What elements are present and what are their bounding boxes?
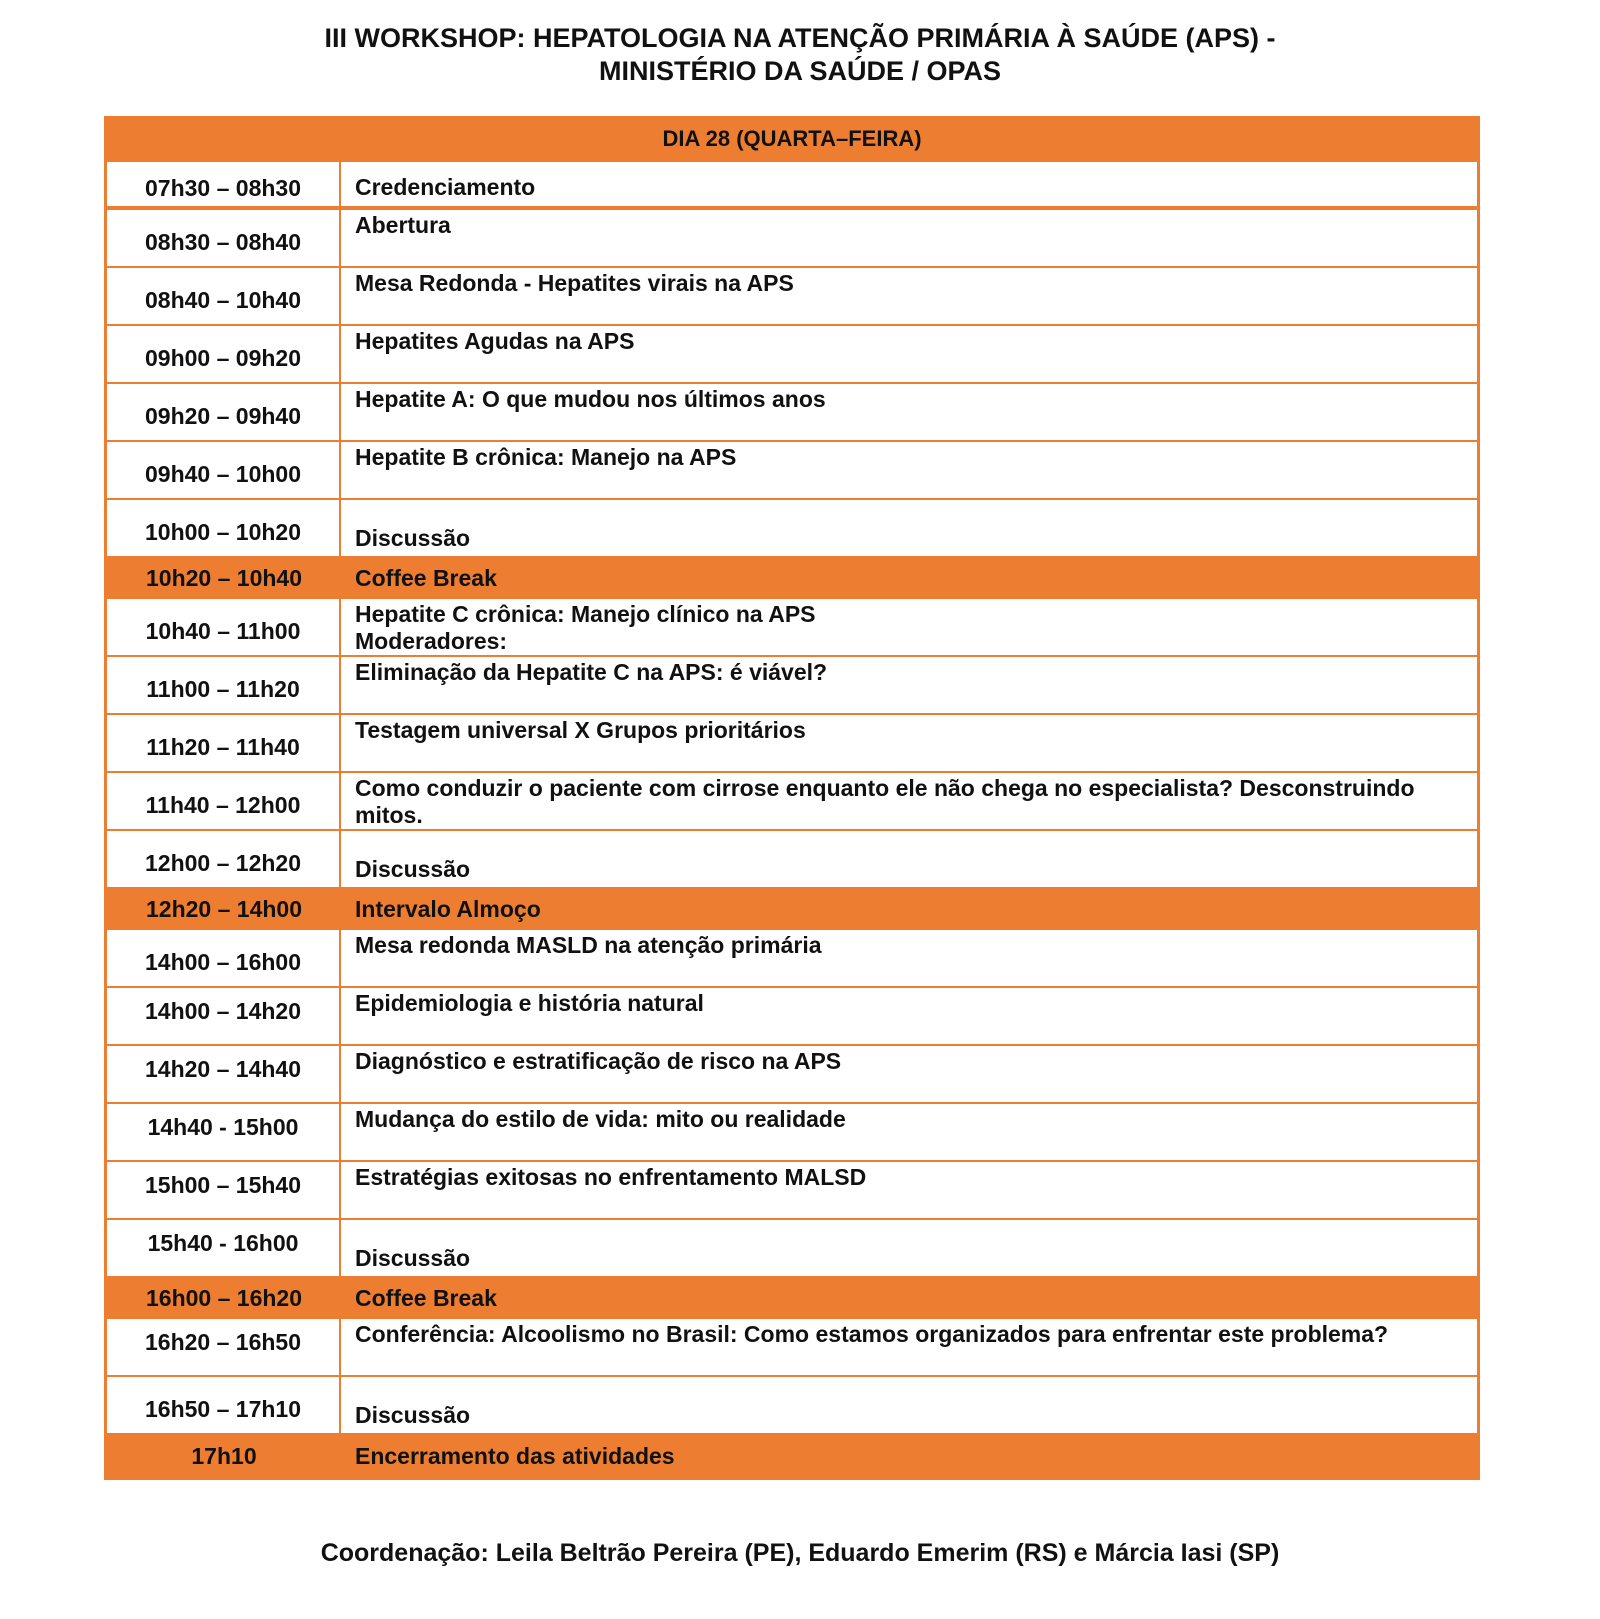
row-activity: Discussão bbox=[355, 525, 471, 551]
row-activity: Encerramento das atividades bbox=[355, 1442, 675, 1469]
row-activity: Mesa redonda MASLD na atenção primária bbox=[355, 932, 822, 958]
row-activity: Hepatites Agudas na APS bbox=[355, 328, 635, 354]
row-time: 10h00 – 10h20 bbox=[107, 500, 341, 556]
row-activity: Mudança do estilo de vida: mito ou realidade bbox=[355, 1106, 846, 1132]
schedule-row bbox=[107, 500, 1477, 558]
title-line-1: III WORKSHOP: HEPATOLOGIA NA ATENÇÃO PRIMÁRIA À SAÚDE (APS) - bbox=[324, 23, 1276, 53]
row-activity: Hepatite A: O que mudou nos últimos anos bbox=[355, 386, 826, 412]
row-time: 14h40 - 15h00 bbox=[107, 1104, 341, 1160]
row-activity: Eliminação da Hepatite C na APS: é viável? bbox=[355, 659, 828, 685]
schedule-row bbox=[107, 988, 1477, 1046]
row-activity-line-2: Moderadores: bbox=[355, 628, 508, 654]
row-activity: Estratégias exitosas no enfrentamento MALSD bbox=[355, 1164, 867, 1190]
lunch-break-row bbox=[107, 889, 1477, 930]
page-title bbox=[0, 22, 1600, 88]
schedule-row bbox=[107, 715, 1477, 773]
day-header: DIA 28 (QUARTA–FEIRA) bbox=[107, 119, 1477, 162]
row-time: 11h40 – 12h00 bbox=[107, 773, 341, 829]
schedule-row bbox=[107, 1162, 1477, 1220]
title-line-2: MINISTÉRIO DA SAÚDE / OPAS bbox=[598, 56, 1002, 86]
row-activity: Epidemiologia e história natural bbox=[355, 990, 704, 1016]
coordination-footer: Coordenação: Leila Beltrão Pereira (PE), Eduardo Emerim (RS) e Márcia Iasi (SP) bbox=[320, 1539, 1280, 1567]
schedule-row bbox=[107, 930, 1477, 988]
schedule-table bbox=[104, 116, 1480, 1480]
row-activity: Coffee Break bbox=[355, 565, 497, 591]
row-activity bbox=[341, 599, 1477, 655]
row-activity: Mesa Redonda - Hepatites virais na APS bbox=[355, 270, 794, 296]
row-activity: Abertura bbox=[355, 212, 451, 238]
row-time: 16h20 – 16h50 bbox=[107, 1319, 341, 1375]
schedule-row bbox=[107, 657, 1477, 715]
row-time: 09h00 – 09h20 bbox=[107, 326, 341, 382]
row-time: 17h10 bbox=[191, 1442, 257, 1469]
schedule-row bbox=[107, 1220, 1477, 1278]
row-time: 11h00 – 11h20 bbox=[107, 657, 341, 713]
row-time: 08h30 – 08h40 bbox=[107, 210, 341, 266]
row-time: 14h00 – 16h00 bbox=[107, 930, 341, 986]
row-time: 08h40 – 10h40 bbox=[107, 268, 341, 324]
schedule-row bbox=[107, 1046, 1477, 1104]
row-time: 07h30 – 08h30 bbox=[107, 162, 341, 206]
coffee-break-row bbox=[107, 1278, 1477, 1319]
row-activity-line-1: Hepatite C crônica: Manejo clínico na APS bbox=[355, 601, 816, 627]
row-time: 12h20 – 14h00 bbox=[145, 896, 302, 922]
row-time: 15h40 - 16h00 bbox=[107, 1220, 341, 1276]
schedule-row bbox=[107, 1104, 1477, 1162]
row-time: 10h40 – 11h00 bbox=[107, 599, 341, 655]
row-activity: Discussão bbox=[355, 856, 471, 882]
row-activity: Intervalo Almoço bbox=[355, 896, 541, 922]
schedule-row bbox=[107, 1319, 1477, 1377]
row-time: 12h00 – 12h20 bbox=[107, 831, 341, 887]
schedule-row bbox=[107, 1377, 1477, 1435]
row-time: 09h40 – 10h00 bbox=[107, 442, 341, 498]
schedule-row bbox=[107, 210, 1477, 268]
row-activity: Discussão bbox=[355, 1245, 471, 1271]
closing-row bbox=[107, 1435, 1477, 1477]
schedule-row bbox=[107, 326, 1477, 384]
row-time: 14h20 – 14h40 bbox=[107, 1046, 341, 1102]
row-activity: Coffee Break bbox=[355, 1285, 497, 1311]
row-activity: Credenciamento bbox=[355, 173, 536, 200]
schedule-row bbox=[107, 384, 1477, 442]
row-time: 15h00 – 15h40 bbox=[107, 1162, 341, 1218]
schedule-row bbox=[107, 831, 1477, 889]
schedule-row bbox=[107, 268, 1477, 326]
row-time: 16h50 – 17h10 bbox=[107, 1377, 341, 1433]
schedule-row bbox=[107, 599, 1477, 657]
row-activity: Como conduzir o paciente com cirrose enquanto ele não chega no especialista? Desconstruindo mitos. bbox=[355, 775, 1415, 828]
schedule-row bbox=[107, 773, 1477, 831]
row-time: 11h20 – 11h40 bbox=[107, 715, 341, 771]
row-activity: Diagnóstico e estratificação de risco na APS bbox=[355, 1048, 842, 1074]
row-time: 09h20 – 09h40 bbox=[107, 384, 341, 440]
row-time: 14h00 – 14h20 bbox=[107, 988, 341, 1044]
row-time: 10h20 – 10h40 bbox=[145, 565, 302, 591]
row-time: 16h00 – 16h20 bbox=[145, 1285, 302, 1311]
row-activity: Hepatite B crônica: Manejo na APS bbox=[355, 444, 737, 470]
row-activity: Discussão bbox=[355, 1402, 471, 1428]
row-activity: Conferência: Alcoolismo no Brasil: Como estamos organizados para enfrentar este problema? bbox=[355, 1321, 1389, 1347]
schedule-row bbox=[107, 442, 1477, 500]
coffee-break-row bbox=[107, 558, 1477, 599]
row-activity: Testagem universal X Grupos prioritários bbox=[355, 717, 806, 743]
schedule-row bbox=[107, 162, 1477, 210]
